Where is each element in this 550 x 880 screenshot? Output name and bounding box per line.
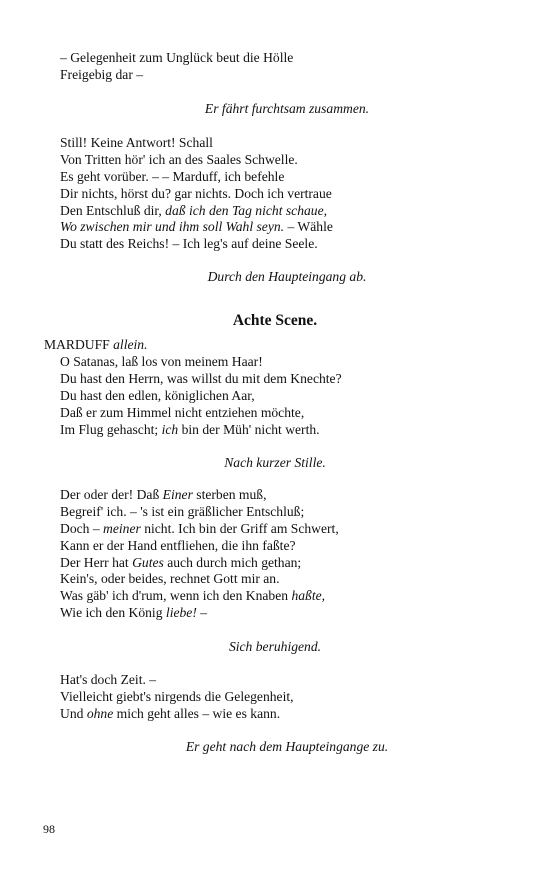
verse-text: Du hast den edlen, königlichen Aar, bbox=[60, 387, 255, 403]
verse-line bbox=[60, 422, 342, 439]
verse-line bbox=[60, 706, 294, 723]
speaker-line bbox=[44, 337, 147, 353]
verse-emphasis: Einer bbox=[162, 487, 193, 502]
verse-line bbox=[60, 219, 333, 236]
verse-emphasis: daß ich den Tag nicht schaue, bbox=[165, 202, 328, 218]
verse-line bbox=[60, 236, 333, 253]
verse-text: Du hast den Herrn, was willst du mit dem Knechte? bbox=[60, 370, 342, 386]
verse-line bbox=[60, 67, 293, 84]
verse-text: Von Tritten hör' ich an des Saales Schwelle. bbox=[60, 151, 298, 167]
verse-text: mich geht alles – wie es kann. bbox=[113, 705, 281, 721]
verse-text: Kein's, oder beides, rechnet Gott mir an. bbox=[60, 571, 280, 587]
verse-text: nicht. Ich bin der Griff am Schwert, bbox=[140, 520, 339, 536]
verse-text: Es geht vorüber. – – Marduff, ich befehle bbox=[60, 168, 285, 184]
verse-line bbox=[60, 186, 333, 203]
verse-emphasis: haßte, bbox=[291, 588, 326, 604]
verse-text: Kann er der Hand entfliehen, die ihn faßte? bbox=[60, 537, 296, 553]
verse-line bbox=[60, 504, 339, 521]
verse-block-4 bbox=[60, 487, 339, 622]
verse-block-3 bbox=[60, 354, 342, 438]
verse-block-1 bbox=[60, 50, 293, 84]
verse-text: – Gelegenheit zum Unglück beut die Hölle bbox=[60, 50, 294, 65]
verse-text: Was gäb' ich d'rum, wenn ich den Knaben bbox=[60, 588, 292, 604]
stage-direction-1: Er fährt furchtsam zusammen. bbox=[204, 101, 370, 116]
verse-text: Vielleicht giebt's nirgends die Gelegenheit, bbox=[60, 688, 294, 704]
verse-text: bin der Müh' nicht werth. bbox=[178, 421, 320, 437]
verse-line bbox=[60, 152, 333, 169]
verse-line bbox=[60, 135, 333, 152]
verse-line bbox=[60, 203, 333, 220]
verse-line bbox=[60, 50, 293, 67]
verse-block-5 bbox=[60, 672, 294, 723]
speaker-name: MARDUFF bbox=[44, 337, 114, 352]
verse-line bbox=[60, 487, 339, 504]
stage-direction-5: Er geht nach dem Haupteingange zu. bbox=[185, 739, 389, 754]
verse-text: – Wähle bbox=[284, 219, 333, 235]
verse-line bbox=[60, 555, 339, 572]
stage-direction-3: Nach kurzer Stille. bbox=[224, 455, 326, 470]
verse-text: Daß er zum Himmel nicht entziehen möchte, bbox=[60, 404, 305, 420]
verse-line bbox=[60, 672, 294, 689]
verse-line bbox=[60, 588, 339, 605]
verse-text: Im Flug gehascht; bbox=[60, 421, 162, 437]
verse-line bbox=[60, 689, 294, 706]
verse-line bbox=[60, 538, 339, 555]
scene-heading: Achte Scene. bbox=[232, 312, 318, 329]
verse-line bbox=[60, 354, 342, 371]
verse-text: sterben muß, bbox=[192, 487, 267, 502]
verse-line bbox=[60, 169, 333, 186]
verse-text: Der oder der! Daß bbox=[60, 487, 163, 502]
verse-text: Der Herr hat bbox=[60, 554, 133, 570]
verse-text: Wie ich den König bbox=[60, 605, 166, 621]
page-number: 98 bbox=[43, 822, 55, 836]
verse-line bbox=[60, 405, 342, 422]
verse-line bbox=[60, 388, 342, 405]
verse-text: Freigebig dar – bbox=[60, 66, 144, 82]
verse-text: Und bbox=[60, 705, 87, 721]
verse-text: Dir nichts, hörst du? gar nichts. Doch ich vertraue bbox=[60, 185, 332, 201]
verse-text: Du statt des Reichs! – Ich leg's auf deine Seele. bbox=[60, 236, 318, 252]
verse-emphasis: ohne bbox=[86, 705, 114, 721]
verse-text: Hat's doch Zeit. – bbox=[60, 672, 157, 687]
verse-line bbox=[60, 521, 339, 538]
verse-emphasis: liebe! bbox=[165, 605, 197, 621]
verse-text: Doch – bbox=[60, 520, 104, 536]
verse-line bbox=[60, 605, 339, 622]
verse-emphasis: Wo zwischen mir und ihm soll Wahl seyn. bbox=[60, 219, 285, 235]
verse-text: auch durch mich gethan; bbox=[163, 554, 302, 570]
stage-direction-4: Sich beruhigend. bbox=[228, 639, 322, 654]
verse-block-2 bbox=[60, 135, 333, 253]
stage-direction-2: Durch den Haupteingang ab. bbox=[207, 269, 367, 284]
verse-text: – bbox=[196, 605, 208, 621]
verse-emphasis: Gutes bbox=[132, 554, 164, 570]
speaker-note: allein. bbox=[113, 337, 148, 352]
verse-text: Still! Keine Antwort! Schall bbox=[60, 135, 213, 150]
verse-text: Begreif' ich. – 's ist ein gräßlicher Entschluß; bbox=[60, 503, 305, 519]
verse-emphasis: meiner bbox=[103, 520, 141, 536]
verse-line bbox=[60, 571, 339, 588]
verse-text: Den Entschluß dir, bbox=[60, 202, 166, 218]
verse-emphasis: ich bbox=[161, 421, 179, 437]
verse-text: O Satanas, laß los von meinem Haar! bbox=[60, 354, 263, 369]
verse-line bbox=[60, 371, 342, 388]
